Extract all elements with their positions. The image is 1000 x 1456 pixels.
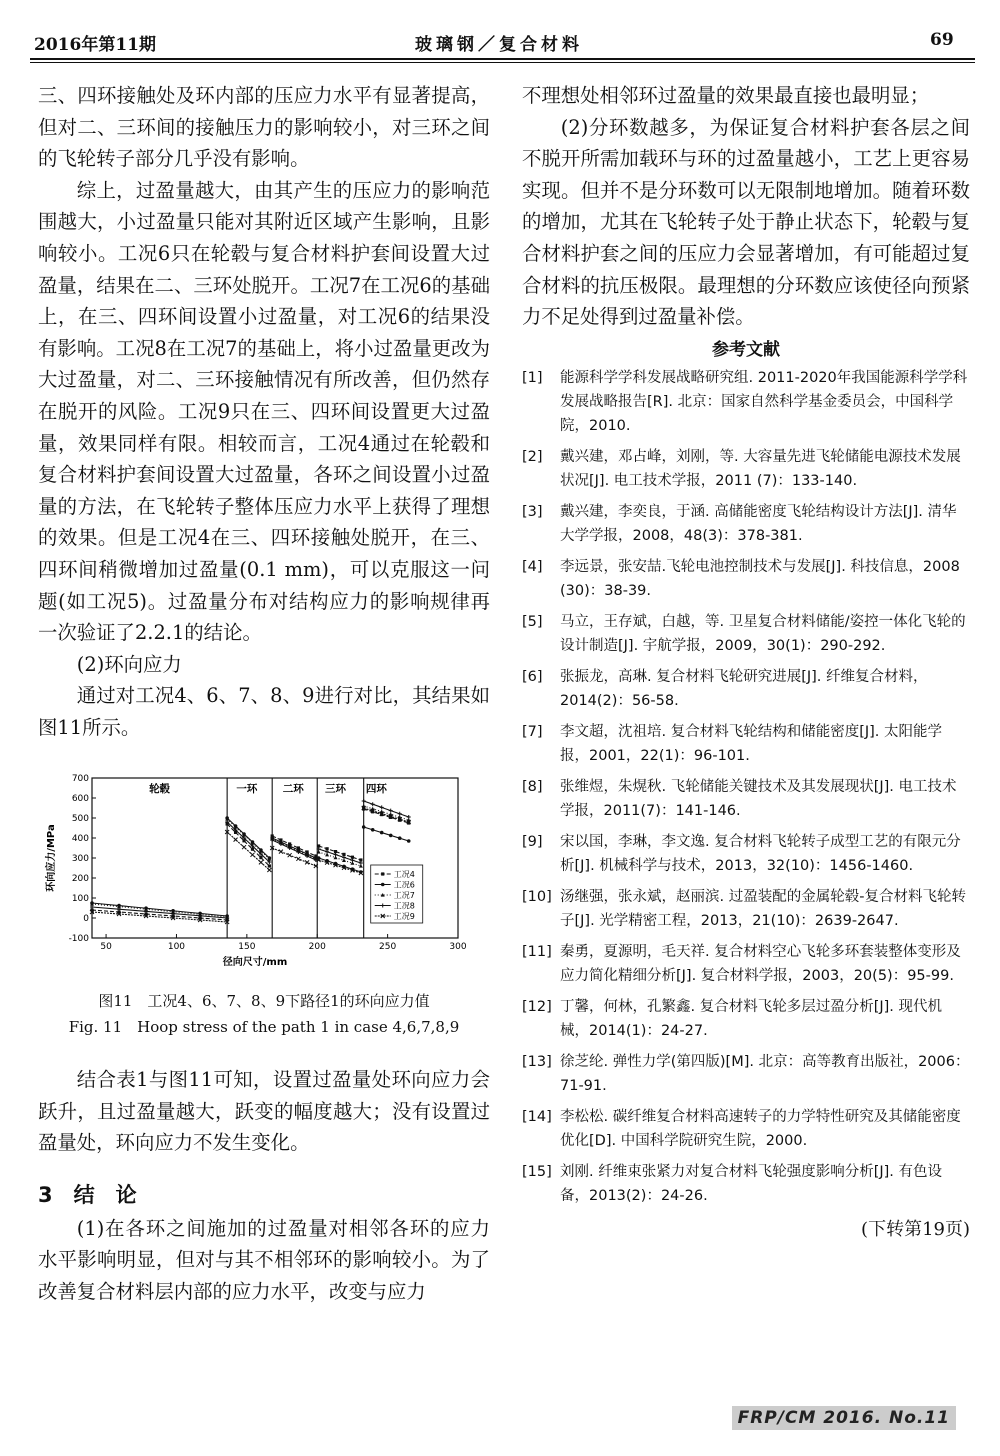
series-line-4 — [227, 822, 269, 862]
reference-item — [522, 720, 970, 768]
reference-item — [522, 830, 970, 878]
reference-number: [4] — [522, 558, 543, 575]
reference-number: [9] — [522, 833, 543, 850]
page-number: 69 — [930, 30, 954, 50]
reference-item — [522, 1160, 970, 1208]
series-line-2 — [272, 838, 316, 858]
reference-item — [522, 500, 970, 548]
reference-number: [2] — [522, 448, 543, 465]
legend-entry: 工况8 — [393, 901, 415, 911]
data-point — [380, 805, 384, 809]
reference-text: 张维煜，朱熀秋. 飞轮储能关键技术及其发展现状[J]. 电工技术学报，2011(7)：141-146. — [560, 778, 957, 819]
x-axis-label: 径向尺寸/mm — [222, 957, 288, 968]
reference-list — [522, 366, 970, 1208]
y-tick-label: 500 — [71, 814, 89, 824]
data-point — [288, 853, 292, 857]
references-title: 参考文献 — [712, 339, 780, 360]
data-point — [381, 872, 384, 875]
legend-entry: 工况7 — [393, 891, 415, 900]
continued-note: (下转第19页) — [861, 1218, 970, 1240]
data-point — [371, 828, 375, 832]
issue-label: 2016年第11期 — [34, 35, 156, 55]
data-point — [407, 839, 411, 843]
reference-text: 戴兴建，邓占峰，刘刚，等. 大容量先进飞轮储能电源技术发展状况[J]. 电工技术学报，2011 (7)：133-140. — [560, 448, 961, 489]
reference-text: 丁馨，何林，孔繁鑫. 复合材料飞轮多层过盈分析[J]. 现代机械，2014(1)：24-27. — [560, 998, 943, 1039]
region-label: 三环 — [325, 783, 347, 795]
data-point — [371, 802, 375, 806]
reference-text: 能源科学学科发展战略研究组. 2011-2020年我国能源科学学科发展战略报告[R]. 北京：国家自然科学基金委员会，中国科学院，2010. — [560, 369, 968, 434]
data-point — [389, 834, 393, 838]
region-label: 二环 — [282, 783, 304, 795]
right-column — [522, 80, 970, 1241]
legend-entry: 工况4 — [393, 870, 415, 879]
series-line-4 — [92, 907, 227, 918]
reference-text: 李文超，沈祖培. 复合材料飞轮结构和储能密度[J]. 太阳能学报，2001，22(1)：96-101. — [560, 723, 943, 764]
legend-entry: 工况9 — [393, 912, 415, 921]
data-point — [259, 856, 262, 859]
data-point — [381, 883, 385, 887]
data-point — [267, 868, 271, 872]
y-tick-label: 200 — [71, 874, 89, 884]
series-line-2 — [92, 903, 227, 916]
reference-text: 秦勇，夏源明，毛天祥. 复合材料空心飞轮多环套装整体变形及应力简化精细分析[J]. 复合材料学报，2003，20(5)：95-99. — [560, 943, 961, 984]
reference-number: [10] — [522, 888, 552, 905]
reference-item — [522, 665, 970, 713]
journal-footer-mark: FRP/CM 2016. No.11 — [732, 1406, 956, 1430]
data-point — [268, 864, 271, 867]
series-line-1 — [319, 846, 361, 860]
reference-item — [522, 1105, 970, 1153]
x-tick-label: 100 — [167, 942, 186, 952]
region-label: 四环 — [365, 783, 387, 795]
reference-number: [13] — [522, 1053, 552, 1070]
reference-item — [522, 445, 970, 493]
reference-number: [5] — [522, 613, 543, 630]
paragraph: (2)分环数越多，为保证复合材料护套各层之间不脱开所需加载环与环的过盈量越小，工艺上更容易实现。但并不是分环数可以无限制地增加。随着环数的增加，尤其在飞轮转子处于静止状态下，轮毂与复合材料护套之间的压应力会显著增加，有可能超过复合材料的抗压极限。最理想的分环数应该使径向预紧力不足处得到过盈量补偿。 — [522, 115, 970, 329]
x-tick-label: 250 — [379, 942, 397, 952]
series-line-3 — [272, 839, 316, 859]
paragraph: 不理想处相邻环过盈量的效果最直接也最明显； — [522, 84, 930, 107]
y-tick-label: 100 — [71, 894, 89, 904]
reference-item — [522, 885, 970, 933]
reference-item — [522, 995, 970, 1043]
reference-text: 刘刚. 纤维束张紧力对复合材料飞轮强度影响分析[J]. 有色设备，2013(2)：24-26. — [560, 1163, 943, 1204]
series-line-1 — [92, 910, 227, 920]
series-line-3 — [227, 819, 269, 859]
data-point — [362, 825, 366, 829]
paragraph: 综上，过盈量越大，由其产生的压应力的影响范围越大，小过盈量只能对其附近区域产生影响，且影响较小。工况6只在轮毂与复合材料护套间设置大过盈量，结果在二、三环处脱开。工况7在工况6的基础上，在三、四环间设置小过盈量，对工况6的结果没有影响。工况8在工况7的基础上，将小过盈量更改为大过盈量，对二、三环接触情况有所改善，但仍然存在脱开的风险。工况9只在三、四环间设置更大过盈量，效果同样有限。相较而言，工况4通过在轮毂和复合材料护套间设置大过盈量，各环之间设置小过盈量的方法，在飞轮转子整体压应力水平上获得了理想的效果。但是工况4在三、四环接触处脱开，在三、四环间稍微增加过盈量(0.1 mm)，可以克服这一问题(如工况5)。过盈量分布对结构应力的影响规律再一次验证了2.2.1的结论。 — [38, 178, 490, 645]
reference-text: 徐芝纶. 弹性力学(第四版)[M]. 北京：高等教育出版社，2006：71-91. — [560, 1053, 970, 1094]
region-label: 轮毂 — [149, 783, 171, 795]
paragraph: (1)在各环之间施加的过盈量对相邻各环的应力水平影响明显，但对与其不相邻环的影响较小。为了改善复合材料层内部的应力水平，改变与应力 — [38, 1216, 490, 1303]
series-line-4 — [364, 801, 409, 817]
data-point — [251, 848, 254, 851]
region-label: 一环 — [236, 783, 258, 795]
reference-item — [522, 555, 970, 603]
reference-text: 李远景，张安喆.飞轮电池控制技术与发展[J]. 科技信息，2008 (30)：38-39. — [560, 558, 960, 599]
y-axis-label: 环向应力/MPa — [46, 824, 57, 892]
paragraph: 通过对工况4、6、7、8、9进行对比，其结果如图11所示。 — [38, 684, 490, 739]
reference-item — [522, 366, 970, 438]
section-title: 3 结 论 — [38, 1182, 137, 1207]
reference-item — [522, 940, 970, 988]
reference-text: 李松松. 碳纤维复合材料高速转子的力学特性研究及其储能密度优化[D]. 中国科学院研究生院，2000. — [560, 1108, 961, 1149]
reference-text: 张振龙，高琳. 复合材料飞轮研究进展[J]. 纤维复合材料，2014(2)：56-58. — [560, 668, 928, 709]
y-tick-label: 600 — [71, 794, 89, 804]
data-point — [259, 860, 263, 864]
paragraph: 结合表1与图11可知，设置过盈量处环向应力会跃升，且过盈量越大，跃变的幅度越大；没有设置过盈量处，环向应力不发生变化。 — [38, 1068, 490, 1155]
reference-number: [11] — [522, 943, 552, 960]
legend-entry: 工况6 — [393, 880, 415, 890]
series-line-1 — [227, 824, 269, 866]
y-tick-label: 0 — [83, 914, 89, 924]
paragraph: 三、四环接触处及环内部的压应力水平有显著提高，但对二、三环间的接触压力的影响较小，对三环之间的飞轮转子部分几乎没有影响。 — [38, 84, 490, 171]
data-point — [380, 831, 384, 835]
series-line-3 — [319, 852, 361, 866]
figure-caption-en: Fig. 11 Hoop stress of the path 1 in case 4,6,7,8,9 — [68, 1018, 460, 1036]
data-point — [362, 799, 366, 803]
x-tick-label: 300 — [449, 942, 467, 952]
hoop-stress-chart — [40, 770, 470, 980]
reference-number: [6] — [522, 668, 543, 685]
y-tick-label: -100 — [68, 934, 89, 944]
reference-number: [7] — [522, 723, 543, 740]
reference-text: 汤继强，张永斌，赵丽滨. 过盈装配的金属轮毂-复合材料飞轮转子[J]. 光学精密工程，2013，21(10)：2639-2647. — [560, 888, 966, 929]
x-tick-label: 150 — [238, 942, 256, 952]
data-point — [407, 815, 411, 819]
reference-text: 戴兴建，李奕良，于涵. 高储能密度飞轮结构设计方法[J]. 清华大学学报，2008，48(3)：378-381. — [560, 503, 957, 544]
reference-number: [3] — [522, 503, 543, 520]
series-line-1 — [272, 836, 316, 856]
reference-item — [522, 1050, 970, 1098]
series-line-5 — [319, 860, 361, 873]
series-line-3 — [364, 806, 409, 820]
data-point — [242, 845, 246, 849]
journal-title: 玻璃钢／复合材料 — [415, 35, 583, 55]
data-point — [398, 812, 402, 816]
figure-caption-cn: 图11 工况4、6、7、8、9下路径1的环向应力值 — [98, 992, 430, 1010]
series-line-2 — [364, 827, 409, 841]
reference-number: [8] — [522, 778, 543, 795]
reference-text: 马立，王存斌，白越，等. 卫星复合材料储能/姿控一体化飞轮的设计制造[J]. 宇航学报，2009，30(1)：290-292. — [560, 613, 966, 654]
data-point — [250, 853, 254, 857]
reference-text: 宋以国，李琳，李文逸. 复合材料飞轮转子成型工艺的有限元分析[J]. 机械科学与技术，2013，32(10)：1456-1460. — [560, 833, 961, 874]
data-point — [234, 838, 238, 842]
data-point — [398, 836, 402, 840]
reference-item — [522, 610, 970, 658]
subheading: (2)环向应力 — [76, 652, 182, 676]
reference-number: [12] — [522, 998, 552, 1015]
reference-number: [14] — [522, 1108, 552, 1125]
series-line-2 — [319, 858, 361, 872]
reference-number: [15] — [522, 1163, 552, 1180]
reference-number: [1] — [522, 369, 543, 386]
left-column-lower — [38, 1064, 490, 1308]
data-point — [389, 809, 393, 813]
header-rule — [30, 58, 975, 63]
x-tick-label: 200 — [308, 942, 326, 952]
y-tick-label: 700 — [71, 774, 89, 784]
reference-item — [522, 775, 970, 823]
x-tick-label: 50 — [100, 942, 112, 952]
y-tick-label: 300 — [71, 854, 89, 864]
y-tick-label: 400 — [71, 834, 89, 844]
left-column-upper — [38, 80, 490, 743]
